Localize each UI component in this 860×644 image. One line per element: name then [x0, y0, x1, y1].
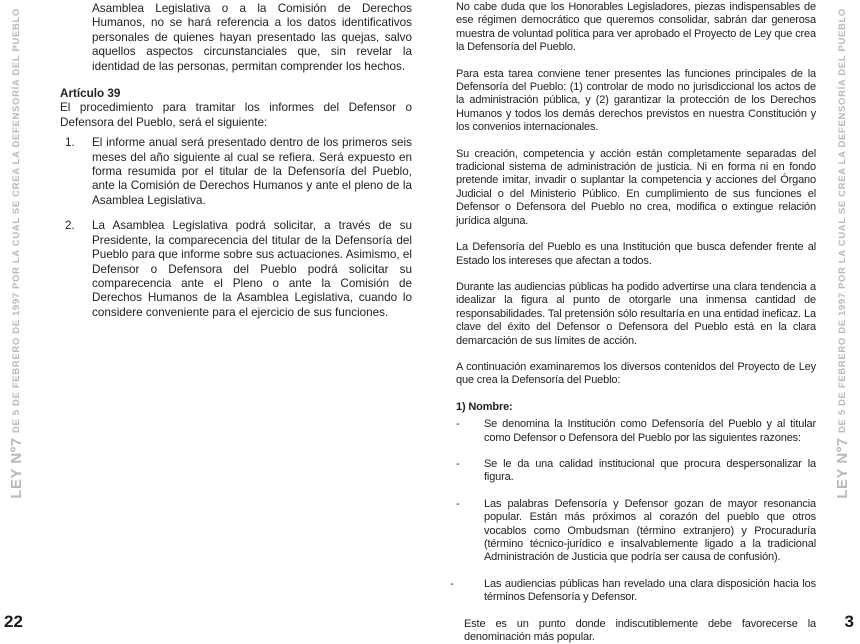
left-sidebar	[0, 0, 34, 644]
sidebar-title-left	[8, 8, 26, 499]
page-number-right: 3	[844, 612, 854, 631]
list-item-number: 2.	[65, 219, 75, 233]
article-title: Artículo 39	[60, 87, 121, 101]
bullet-dash: -	[456, 457, 460, 470]
paragraph: A continuación examinaremos los diversos contenidos del Proyecto de Ley que crea la Defensoría del Pueblo:	[456, 360, 816, 387]
bullet-item	[456, 498, 816, 565]
page-number-left: 22	[4, 612, 23, 631]
intro-paragraph	[60, 2, 412, 74]
section-title: 1) Nombre:	[456, 400, 513, 413]
paragraph: La Defensoría del Pueblo es una Institución que busca defender frente al Estado los intereses que afectan a todos.	[456, 241, 816, 267]
bullet-text: Se le da una calidad institucional que procura despersonalizar la figura.	[484, 457, 816, 484]
bullet-item	[456, 418, 816, 445]
list-item-number: 1.	[65, 136, 75, 150]
paragraph: No cabe duda que los Honorables Legisladores, piezas indispensables de ese régimen democrático que queremos consolidar, sabrán dar generosa muestra de voluntad política para ver aprobado el Proyecto de Ley que crea la Defensoría del Pueblo.	[456, 1, 816, 54]
bullet-dash: -	[456, 418, 460, 431]
article-text: El procedimiento para tramitar los informes del Defensor o Defensora del Pueblo, será el siguiente:	[60, 101, 412, 129]
bullet-text: Se denomina la Institución como Defensoría del Pueblo y al titular como Defensor o Defensora del Pueblo por las siguientes razones:	[484, 418, 816, 444]
right-sidebar	[826, 0, 860, 644]
sidebar-subtitle: DE 5 DE FEBRERO DE 1997 POR LA CUAL SE CREA LA DEFENSORÍA DEL PUEBLO	[11, 8, 22, 433]
left-page-column	[60, 2, 412, 331]
paragraph: Durante las audiencias públicas ha podido advertirse una clara tendencia a idealizar la figura al punto de otorgarle una inmensa cantidad de responsabilidades. Tal pretensión sólo resultaría en una entidad ineficaz. La clave del éxito del Defensor o Defensora del Pueblo está en la clara demarcación de sus límites de acción.	[456, 280, 816, 347]
closing-paragraph: Este es un punto donde indiscutiblemente debe favorecerse la denominación más popular.	[464, 617, 816, 644]
right-page-column	[450, 1, 816, 644]
list-item-text: La Asamblea Legislativa podrá solicitar, a través de su Presidente, la comparecencia del titular de la Defensoría del Pueblo para que informe sobre sus actuaciones. Asimismo, el Defensor o Defensora del Pueblo podrá solicitar su comparecencia ante el Pleno o ante la Comisión de Derechos Humanos de la Asamblea Legislativa, cuando lo considere conveniente para el ejercicio de sus funciones.	[92, 219, 412, 319]
bullet-item	[456, 458, 816, 485]
sidebar-subtitle: DE 5 DE FEBRERO DE 1997 POR LA CUAL SE CREA LA DEFENSORÍA DEL PUEBLO	[837, 8, 848, 433]
paragraph: Su creación, competencia y acción están completamente separadas del tradicional sistema de administración de justicia. Ni en forma ni en fondo pretende imitar, invadir o suplantar la competencia y acciones del Órgano Judicial o del Ministerio Público. En cumplimiento de sus funciones el Defensor o Defensora del Pueblo no crea, modifica o extingue relación jurídica alguna.	[456, 147, 816, 227]
sidebar-title-right	[834, 8, 852, 499]
bullet-dash: -	[450, 577, 454, 590]
sidebar-law: LEY Nº7	[834, 437, 851, 499]
bullet-text: Las audiencias públicas han revelado una clara disposición hacia los términos Defensoría y Defensor.	[484, 577, 816, 604]
intro-line: Asamblea Legislativa o a la Comisión de Derechos Humanos,	[92, 2, 412, 30]
list-item	[60, 219, 412, 320]
bullet-item	[450, 577, 816, 605]
paragraph: Para esta tarea conviene tener presentes las funciones principales de la Defensoría del Pueblo: (1) controlar de modo no jurisdiccional los actos de la administración pública, y (2) garantizar la protección de los Derechos Humanos y todos los demás derechos previstos en nuestra Constitución y los convenios internacionales.	[456, 67, 816, 134]
intro-rest: no se hará referencia a los datos identificativos personales de quienes hayan presentado las quejas, salvo aquellos aspectos circunstanciales que, sin revelar la identidad de las personas, permitan comprender los hechos.	[92, 16, 412, 73]
sidebar-law: LEY Nº7	[8, 437, 25, 499]
article-list	[60, 136, 412, 320]
bullet-dash: -	[456, 497, 460, 510]
bullet-text: Las palabras Defensoría y Defensor gozan de mayor resonancia popular. Están más próximos al corazón del pueblo que otros vocablos como Ombudsman (término extranjero) y Procuraduría (término técnico-jurídico e insalvablemente ligado a la tradicional Administración de Justicia que podría ser causa de confusión).	[484, 497, 816, 564]
list-item	[60, 136, 412, 208]
list-item-text: El informe anual será presentado dentro de los primeros seis meses del año siguiente al cual se refiera. Será expuesto en forma resumida por el titular de la Defensoría del Pueblo, ante la Comisión de Derechos Humanos y ante el pleno de la Asamblea Legislativa.	[92, 136, 412, 207]
